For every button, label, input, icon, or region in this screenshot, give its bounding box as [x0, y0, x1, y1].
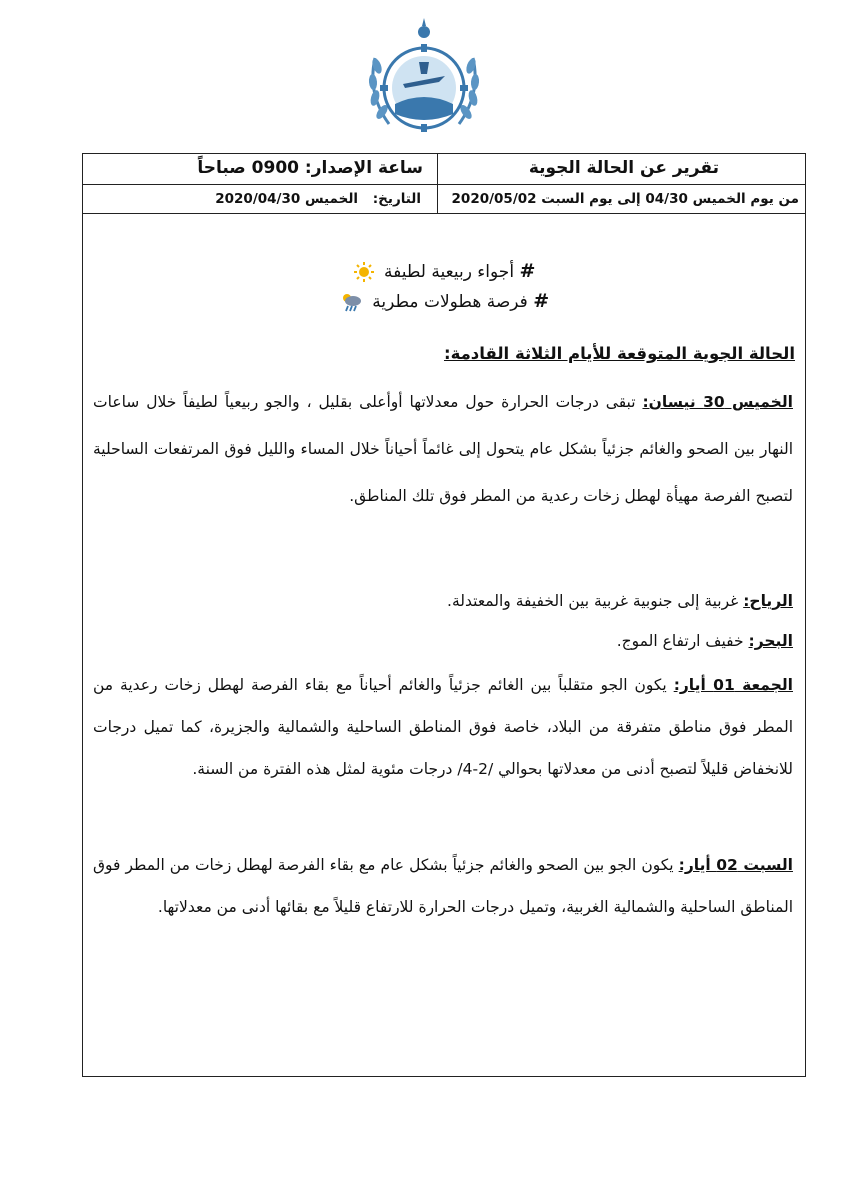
day-label: الخميس 30 نيسان:	[642, 393, 793, 411]
date-label: التاريخ:	[372, 191, 421, 207]
paragraph-winds	[93, 582, 793, 620]
meteorology-emblem	[359, 14, 489, 146]
hashtag-text: فرصة هطولات مطرية	[372, 292, 528, 312]
paragraph-friday	[93, 664, 793, 790]
sea-label: البحر:	[748, 632, 793, 650]
winds-label: الرياح:	[743, 592, 793, 610]
report-date	[215, 191, 421, 207]
paragraph-text: غربية إلى جنوبية غربية بين الخفيفة والمعتدلة.	[447, 592, 739, 610]
date-value: الخميس 2020/04/30	[215, 191, 359, 207]
paragraph-text: تبقى درجات الحرارة حول معدلاتها أوأعلى بقليل ، والجو ربيعياً لطيفاً خلال ساعات النهار بين الصحو والغائم جزئياً بشكل عام يتحول إلى غائماً أحياناً خلال المساء والليل فوق المرتفعات الساحلية لتصبح الفرصة مهيأة لهطل زخات رعدية من المطر فوق تلك المناطق.	[93, 393, 793, 505]
paragraph-text: يكون الجو متقلباً بين الغائم جزئياً والغائم أحياناً مع بقاء الفرصة لهطل زخات رعدية من المطر فوق مناطق متفرقة من البلاد، خاصة فوق المناطق الساحلية والشمالية والجزيرة، كما تميل درجات للانخفاض قليلاً لتصبح أدنى من معدلاتها بحوالي /2-4/ درجات مئوية لمثل هذه الفترة من السنة.	[93, 676, 793, 778]
hashtag-text: أجواء ربيعية لطيفة	[384, 262, 515, 282]
paragraph-saturday	[93, 844, 793, 928]
report-frame	[82, 153, 806, 1077]
hashtag-line: # أجواء ربيعية لطيفة	[83, 257, 805, 287]
section-title: الحالة الجوية المتوقعة للأيام الثلاثة القادمة:	[443, 344, 795, 363]
day-label: السبت 02 أيار:	[678, 856, 793, 874]
hashtag-line: # فرصة هطولات مطرية	[83, 287, 805, 317]
rain-cloud-icon	[339, 291, 363, 313]
hashtags	[83, 257, 805, 317]
issue-time: ساعة الإصدار: 0900 صباحاً	[197, 158, 423, 178]
paragraph-text: يكون الجو بين الصحو والغائم جزئياً بشكل عام مع بقاء الفرصة لهطل زخات من المطر فوق المناطق الساحلية والشمالية الغربية، وتميل درجات الحرارة للارتفاع قليلاً مع بقائها أدنى من معدلاتها.	[93, 856, 793, 916]
forecast-period: من يوم الخميس 04/30 إلى يوم السبت 2020/05/02	[451, 191, 799, 207]
paragraph-thursday	[93, 379, 793, 520]
paragraph-text: خفيف ارتفاع الموج.	[616, 632, 744, 650]
day-label: الجمعة 01 أيار:	[673, 676, 793, 694]
report-title: تقرير عن الحالة الجوية	[528, 158, 719, 178]
sun-icon	[353, 261, 375, 283]
paragraph-sea	[93, 622, 793, 660]
